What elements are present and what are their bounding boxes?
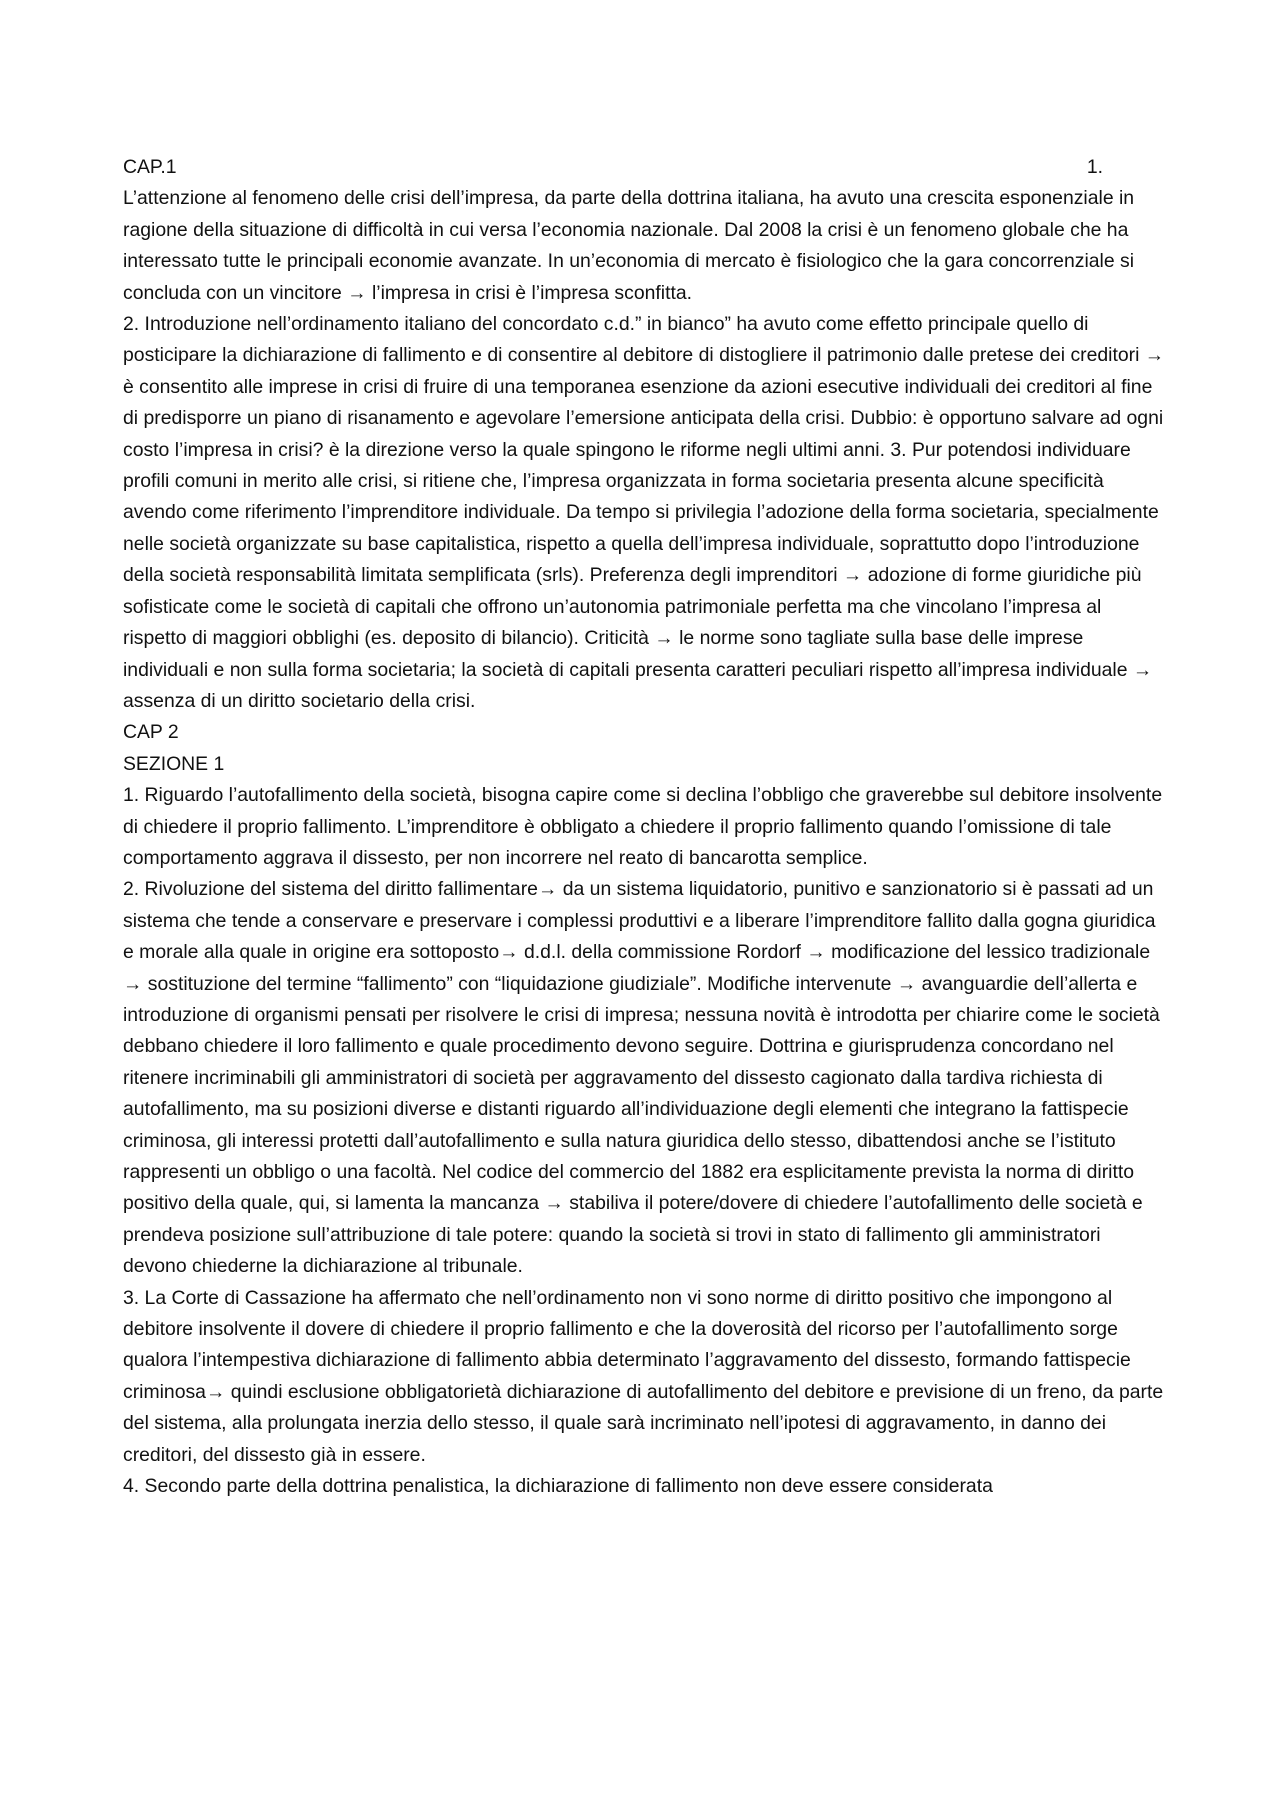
chapter-2-heading: CAP 2: [123, 721, 179, 744]
chapter-1-paragraph-1: L’attenzione al fenomeno delle crisi dell’impresa, da parte della dottrina italiana, ha avuto una crescita esponenziale in ragione della situazione di difficoltà in cui versa l’economia nazionale. Dal 2008 la crisi è un fenomeno globale che ha interessato tutte le principali economie avanzate. In un’economia di mercato è fisiologico che la gara concorrenziale si concluda con un vincitore → l’impresa in crisi è l’impresa sconfitta.: [123, 187, 1135, 304]
document-page: [123, 152, 1168, 1502]
chapter-1-paragraph-2: 2. Introduzione nell’ordinamento italiano del concordato c.d.” in bianco” ha avuto come effetto principale quello di posticipare la dichiarazione di fallimento e di consentire al debitore di distogliere il patrimonio dalle pretese dei creditori → è consentito alle imprese in crisi di fruire di una temporanea esenzione da azioni esecutive individuali dei creditori al fine di predisporre un piano di risanamento e agevolare l’emersione anticipata della crisi. Dubbio: è opportuno salvare ad ogni costo l’impresa in crisi? è la direzione verso la quale spingono le riforme negli ultimi anni. 3. Pur potendosi individuare profili comuni in merito alle crisi, si ritiene che, l’impresa organizzata in forma societaria presenta alcune specificità avendo come riferimento l’imprenditore individuale. Da tempo si privilegia l’adozione della forma societaria, specialmente nelle società organizzate su base capitalistica, rispetto a quella dell’impresa individuale, soprattutto dopo l’introduzione della società responsabilità limitata semplificata (srls). Preferenza degli imprenditori → adozione di forme giuridiche più sofisticate come le società di capitali che offrono un’autonomia patrimoniale perfetta ma che vincolano l’impresa al rispetto di maggiori obblighi (es. deposito di bilancio). Criticità → le norme sono tagliate sulla base delle imprese individuali e non sulla forma societaria; la società di capitali presenta caratteri peculiari rispetto all’impresa individuale → assenza di un diritto societario della crisi.: [123, 313, 1165, 712]
chapter-2-paragraph-3: 3. La Corte di Cassazione ha affermato che nell’ordinamento non vi sono norme di diritto positivo che impongono al debitore insolvente il dovere di chiedere il proprio fallimento e che la doverosità del ricorso per l’autofallimento sorge qualora l’intempestiva dichiarazione di fallimento abbia determinato l’aggravamento del dissesto, formando fattispecie criminosa→ quindi esclusione obbligatorietà dichiarazione di autofallimento del debitore e previsione di un freno, da parte del sistema, alla prolungata inerzia dello stesso, il quale sarà incriminato nell’ipotesi di aggravamento, in danno dei creditori, del dissesto già in essere.: [123, 1286, 1164, 1466]
chapter-2-paragraph-1: 1. Riguardo l’autofallimento della società, bisogna capire come si declina l’obbligo che graverebbe sul debitore insolvente di chiedere il proprio fallimento. L’imprenditore è obbligato a chiedere il proprio fallimento quando l’omissione di tale comportamento aggrava il dissesto, per non incorrere nel reato di bancarotta semplice.: [123, 784, 1163, 869]
chapter-2-paragraph-4: 4. Secondo parte della dottrina penalistica, la dichiarazione di fallimento non deve essere considerata: [123, 1475, 993, 1498]
section-1-heading: SEZIONE 1: [123, 752, 225, 775]
chapter-2-paragraph-2: 2. Rivoluzione del sistema del diritto fallimentare→ da un sistema liquidatorio, punitivo e sanzionatorio si è passati ad un sistema che tende a conservare e preservare i complessi produttivi e a liberare l’imprenditore fallito dalla gogna giuridica e morale alla quale in origine era sottoposto→ d.d.l. della commissione Rordorf → modificazione del lessico tradizionale → sostituzione del termine “fallimento” con “liquidazione giudiziale”. Modifiche intervenute → avanguardie dell’allerta e introduzione di organismi pensati per risolvere le crisi di impresa; nessuna novità è introdotta per chiarire come le società debbano chiedere il loro fallimento e quale procedimento devono seguire. Dottrina e giurisprudenza concordano nel ritenere incriminabili gli amministratori di società per aggravamento del dissesto cagionato dalla tardiva richiesta di autofallimento, ma su posizioni diverse e distanti riguardo all’individuazione degli elementi che integrano la fattispecie criminosa, gli interessi protetti dall’autofallimento e sulla natura giuridica dello stesso, dibattendosi anche se l’istituto rappresenti un obbligo o una facoltà. Nel codice del commercio del 1882 era esplicitamente prevista la norma di diritto positivo della quale, qui, si lamenta la mancanza → stabiliva il potere/dovere di chiedere l’autofallimento delle società e prendeva posizione sull’attribuzione di tale potere: quando la società si trovi in stato di fallimento gli amministratori devono chiederne la dichiarazione al tribunale.: [123, 878, 1160, 1278]
chapter-header-row: [123, 152, 1103, 183]
chapter-1-heading: CAP.1: [123, 156, 177, 178]
page-marker: 1.: [1086, 156, 1103, 178]
